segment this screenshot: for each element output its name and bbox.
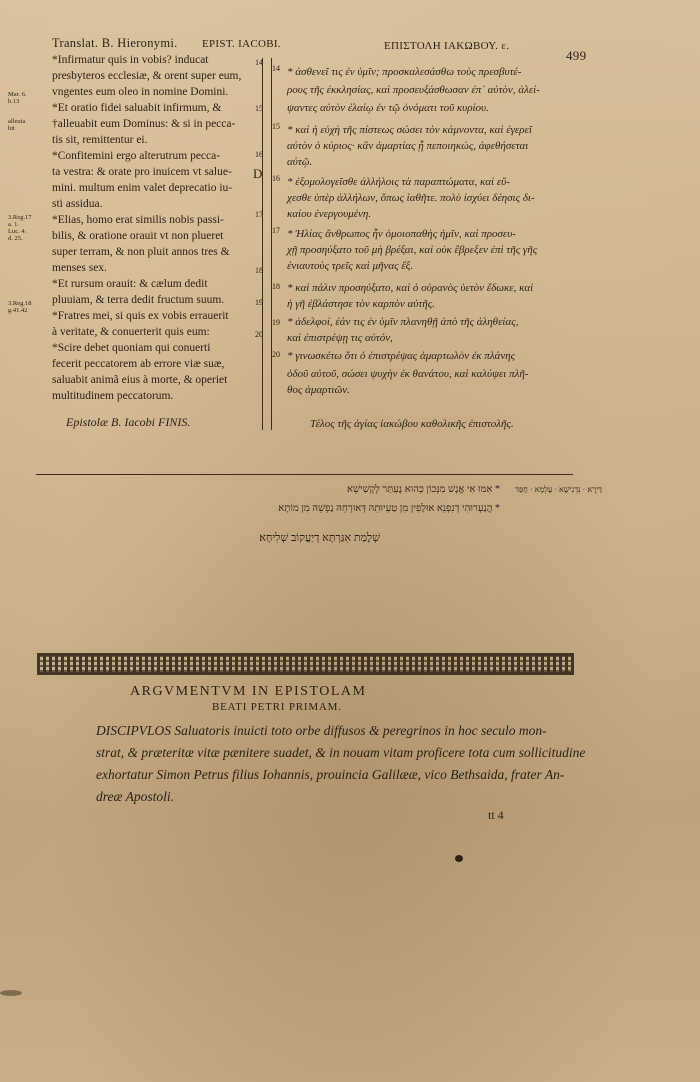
greek-line: ἡ γῆ ἐβλάστησε τὸν καρπὸν αὐτῆς. [287,298,435,310]
verse-number: 14 [272,64,280,73]
latin-line: pluuiam, & terra dedit fructum suum. [52,294,225,306]
section-rule [36,474,573,475]
greek-line: * γινωσκέτω ὅτι ὁ ἐπιστρέψας ἁμαρτωλὸν ἐκ πλάνης [287,350,516,362]
hebrew-line: * אִמּוּ אִי אֱנָשׁ מִנְּכוֹן כְּהוּא נֶעְתַּר לְקָשִׁישֵׁא [346,484,500,495]
column-rule-left [262,58,263,430]
hebrew-line: * הֲנַעְרוּהִי דְנִפְנֵא אוּלָפִין מִן טַעְיוּתֵהּ דְּאוּרְחֵהּ נַפְשֵׁהּ מִן מוֹתָא [278,503,500,514]
paper-mark [0,990,22,996]
latin-line: fecerit peccatorem ab errore viæ suæ, [52,358,225,370]
verse-number: 19 [255,298,263,307]
greek-line: ἐνιαυτοὺς τρεῖς καὶ μῆνας ἕξ. [287,260,414,272]
hebrew-margin: דַּיְרָא · נִדְנִישָׁא · עַלְמָא · חָפַּד [515,485,602,494]
ink-spot [455,855,463,862]
verse-number: 16 [255,150,263,159]
argumentum-subtitle: BEATI PETRI PRIMAM. [212,701,342,713]
greek-line: ψαντες αὐτὸν ἐλαίῳ ἐν τῷ ὀνόματι τοῦ κυρίου. [287,102,489,114]
latin-line: *Confitemini ergo alterutrum pecca- [52,150,221,162]
latin-line: *Et oratio fidei saluabit infirmum, & [52,102,222,114]
page-number: 499 [566,48,587,63]
greek-line: αὐτὸν ὁ κύριος· κἂν ἁμαρτίας ᾖ πεποιηκώς, ἀφεθήσεται [287,140,529,152]
greek-line: * ἐξομολογεῖσθε ἀλλήλοις τὰ παραπτώματα, καὶ εὔ- [287,176,510,188]
latin-line: presbyteros ecclesiæ, & orent super eum, [52,70,242,82]
verse-number: 16 [272,174,280,183]
verse-number: 19 [272,318,280,327]
margin-note: 3.Reg.17 a. 1. Luc. 4. d. 25. [8,214,32,242]
latin-line: à veritate, & conuerterit quis eum: [52,326,210,338]
latin-line: mini. multum enim valet deprecatio iu- [52,182,233,194]
greek-line: καίου ἐνεργουμένη. [287,208,372,220]
hebrew-line: שְׁלֶמַת אִגַּרְתָּא דְיַעֲקוֹב שְׁלִיחָא׃ [259,532,380,544]
argumentum-title: ARGVMENTVM IN EPISTOLAM [130,684,367,699]
column-rule-right [271,58,272,430]
argumentum-line: dreæ Apostoli. [96,789,175,804]
running-head-center: EPIST. IACOBI. [202,38,281,50]
greek-line: ρους τῆς ἐκκλησίας, καὶ προσευξάσθωσαν ἐπ᾽ αὐτὸν, ἀλεί- [287,84,540,96]
latin-line: multitudinem peccatorum. [52,390,174,402]
margin-note: 3.Reg.18 g.41.42 [8,300,32,314]
latin-line: tis sit, remittentur ei. [52,134,148,146]
verse-number: 20 [272,350,280,359]
running-head-left: Translat. B. Hieronymi. [52,36,178,50]
latin-line: menses sex. [52,262,107,274]
latin-line: sti assidua. [52,198,103,210]
argumentum-line: DISCIPVLOS Saluatoris inuicti toto orbe diffusos & peregrinos in hoc seculo mon- [96,723,547,738]
greek-line: καὶ ἐπιστρέψῃ τις αὐτόν, [287,332,393,344]
latin-line: vngentes eum oleo in nomine Domini. [52,86,229,98]
verse-number: 18 [272,282,280,291]
latin-line: *Et rursum orauit: & cælum dedit [52,278,208,290]
greek-line: θος ἁμαρτιῶν. [287,384,350,396]
ornamental-band [37,653,574,675]
margin-note: Mar. 6. b.13 [8,91,27,105]
signature-mark: tt 4 [488,808,504,822]
latin-line: ta vestra: & orate pro inuicem vt salue- [52,166,232,178]
section-letter: D [253,166,263,181]
latin-line: †alleuabit eum Dominus: & si in pecca- [52,118,236,130]
argumentum-line: exhortatur Simon Petrus filius Iohannis, prouincia Galilææ, vico Bethsaida, frater An- [96,767,565,782]
latin-line: *Infirmatur quis in vobis? inducat [52,54,209,66]
greek-line: * ἀσθενεῖ τις ἐν ὑμῖν; προσκαλεσάσθω τοὺς πρεσβυτέ- [287,66,522,78]
verse-number: 14 [255,58,263,67]
greek-line: αὐτῷ. [287,156,313,168]
greek-line: * ἀδελφοί, ἐάν τις ἐν ὑμῖν πλανηθῇ ἀπὸ τῆς ἀληθείας, [287,316,519,328]
verse-number: 18 [255,266,263,275]
verse-number: 15 [255,104,263,113]
greek-line: * καὶ πάλιν προσηύξατο, καὶ ὁ οὐρανὸς ὑετὸν ἔδωκε, καὶ [287,282,534,294]
latin-line: *Scire debet quoniam qui conuerti [52,342,211,354]
running-head-right: ΕΠΙΣΤΟΛΗ ΙΑΚΩΒΟΥ. ε. [384,40,510,52]
greek-line: * καὶ ἡ εὐχὴ τῆς πίστεως σώσει τὸν κάμνοντα, καὶ ἐγερεῖ [287,124,532,136]
verse-number: 17 [272,226,280,235]
latin-line: super terram, & non pluit annos tres & [52,246,230,258]
verse-number: 15 [272,122,280,131]
verse-number: 20 [255,330,263,339]
greek-line: χῇ προσηύξατο τοῦ μὴ βρέξαι, καὶ οὐκ ἔβρεξεν ἐπὶ τῆς γῆς [287,244,538,256]
latin-line: bilis, & oratione orauit vt non plueret [52,230,224,242]
latin-finis: Epistolæ B. Iacobi FINIS. [66,415,191,429]
argumentum-line: strat, & præteritæ vitæ pænitere suadet, & in nouam vitam proficere tota cum sollicitudine [96,745,586,760]
margin-note: alleuia bit [8,118,26,132]
greek-telos: Τέλος τῆς ἁγίας ἰακώβου καθολικῆς ἐπιστολῆς. [310,418,514,430]
greek-line: ὁδοῦ αὐτοῦ, σώσει ψυχὴν ἐκ θανάτου, καὶ καλύψει πλῆ- [287,368,529,380]
latin-line: *Fratres mei, si quis ex vobis errauerit [52,310,229,322]
latin-line: saluabit animã eius à morte, & operiet [52,374,228,386]
latin-line: *Elias, homo erat similis nobis passi- [52,214,224,226]
greek-line: χεσθε ὑπὲρ ἀλλήλων, ὅπως ἰαθῆτε. πολὺ ἰσχύει δέησις δι- [287,192,535,204]
greek-line: * Ἠλίας ἄνθρωπος ἦν ὁμοιοπαθὴς ἡμῖν, καὶ προσευ- [287,228,516,240]
verse-number: 17 [255,210,263,219]
